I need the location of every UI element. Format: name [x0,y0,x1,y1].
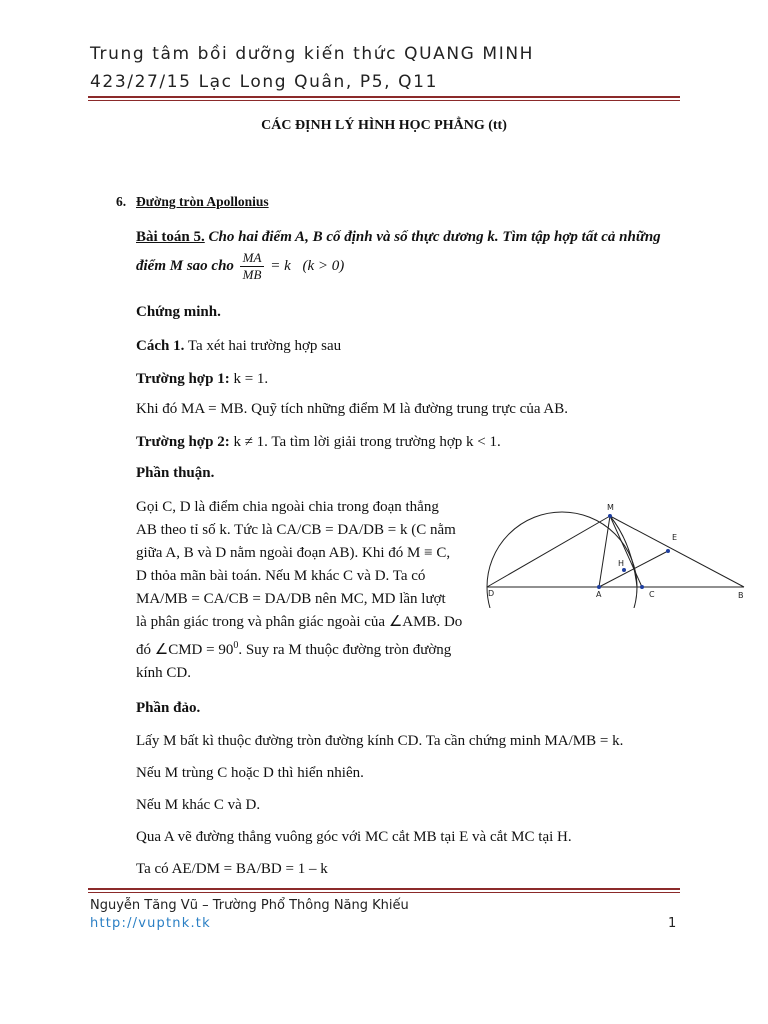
problem-statement-line1 [136,229,661,246]
segment-ae [599,551,668,587]
degree-superscript: 0 [233,640,239,651]
forward-line: MA/MB = CA/CB = DA/DB nên MC, MD lần lượt [136,591,446,607]
converse-line: Qua A vẽ đường thẳng vuông góc với MC cắt MB tại E và cắt MC tại H. [136,829,572,845]
case1-text: k = 1. [233,371,269,387]
forward-heading: Phần thuận. [136,465,215,481]
label-b: B [738,591,744,600]
method-label: Cách 1. [136,338,185,354]
footer-divider [88,888,680,893]
converse-heading: Phần đảo. [136,700,201,716]
footer-url[interactable]: http://vuptnk.tk [90,916,211,931]
method-line [136,338,341,355]
footer-author: Nguyễn Tăng Vũ – Trường Phổ Thông Năng Khiếu [90,898,409,913]
arc-mc [610,516,637,587]
document-title: CÁC ĐỊNH LÝ HÌNH HỌC PHẲNG (tt) [261,118,507,133]
converse-line: Nếu M khác C và D. [136,797,261,813]
forward-line: AB theo tỉ số k. Tức là CA/CB = DA/DB = k (C nằm [136,522,456,538]
section-title: Đường tròn Apollonius [136,194,269,209]
label-h: H [618,559,625,568]
fraction-numerator: MA [240,250,265,267]
converse-line: Ta có AE/DM = BA/BD = 1 – k [136,861,328,877]
point-h [622,568,626,572]
apollonius-figure [482,498,752,608]
label-c: C [649,590,655,599]
fraction-denominator: MB [242,267,262,282]
angle-line [136,634,476,662]
condition: (k > 0) [302,258,345,274]
point-a [597,585,601,589]
converse-line: Lấy M bất kì thuộc đường tròn đường kính CD. Ta cần chứng minh MA/MB = k. [136,733,624,749]
point-m [608,514,612,518]
forward-paragraph [136,496,476,685]
forward-line: Gọi C, D là điểm chia ngoài chia trong đoạn thẳng [136,499,439,515]
converse-line: Nếu M trùng C hoặc D thì hiển nhiên. [136,765,364,781]
method-text: Ta xét hai trường hợp sau [187,338,342,354]
proof-heading: Chứng minh. [136,304,221,320]
segment-mb [610,516,744,587]
label-a: A [596,590,602,599]
label-d: D [488,589,495,598]
fraction-rhs: = k [270,258,291,274]
segment-dm [487,516,610,587]
angle-text-suffix: . Suy ra M thuộc đường tròn đường [238,642,452,658]
problem-text: Cho hai điểm A, B cố định và số thực dương k. Tìm tập hợp tất cả những [208,229,661,245]
problem-statement-line2 [136,250,344,283]
case1-line [136,371,268,388]
segment-mc [610,516,642,587]
case1-result: Khi đó MA = MB. Quỹ tích những điểm M là đường trung trực của AB. [136,401,569,417]
segment-ma [599,516,610,587]
section-number: 6. [116,194,127,209]
case2-text: k ≠ 1. Ta tìm lời giải trong trường hợp k < 1. [233,434,501,450]
angle-text: đó ∠CMD = 90 [136,642,234,658]
case2-line [136,434,501,451]
forward-line: kính CD. [136,665,192,681]
label-e: E [672,533,678,542]
label-m: M [607,503,614,512]
forward-line: giữa A, B và D nằm ngoài đoạn AB). Khi đó M ≡ C, [136,545,451,561]
point-e [666,549,670,553]
center-name: Trung tâm bồi dưỡng kiến thức QUANG MINH [90,44,535,64]
problem-text-2: điểm M sao cho [136,258,234,274]
problem-label: Bài toán 5. [136,229,205,245]
forward-line: là phân giác trong và phân giác ngoài của ∠AMB. Do [136,614,463,630]
forward-line: D thỏa mãn bài toán. Nếu M khác C và D. Ta có [136,568,426,584]
header-divider [88,96,680,101]
page-number: 1 [668,916,677,931]
center-address: 423/27/15 Lạc Long Quân, P5, Q11 [90,72,438,92]
case1-label: Trường hợp 1: [136,371,230,387]
case2-label: Trường hợp 2: [136,434,230,450]
point-c [640,585,644,589]
ratio-fraction [240,250,265,283]
